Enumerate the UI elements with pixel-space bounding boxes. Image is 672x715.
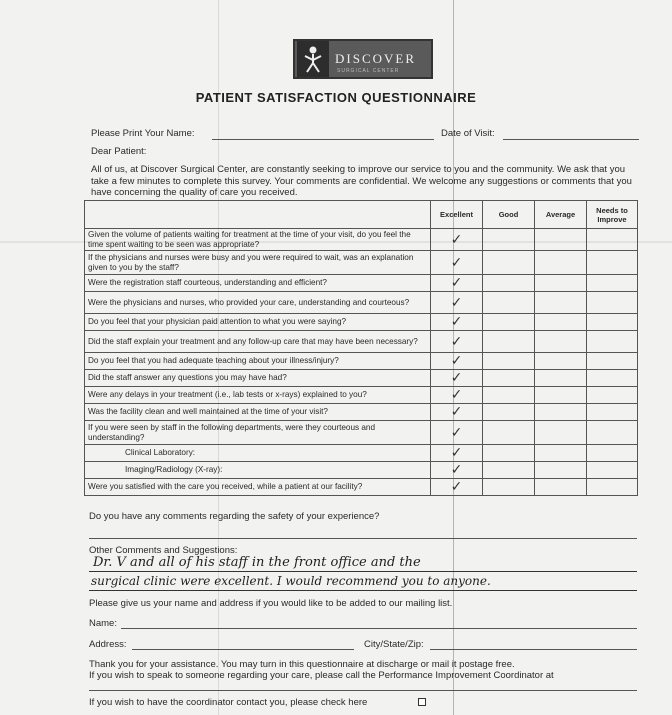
rating-cell[interactable] (431, 229, 483, 251)
rating-cell[interactable] (587, 462, 638, 479)
thanks-line1: Thank you for your assistance. You may turn in this questionnaire at discharge or mail it postage free. (89, 659, 515, 670)
safety-answer-line[interactable] (89, 538, 637, 539)
comments-line (89, 571, 637, 572)
column-header: Needs to Improve (587, 201, 638, 229)
logo-name: DISCOVER (335, 51, 417, 66)
rating-cell[interactable] (587, 479, 638, 496)
rating-cell[interactable] (535, 387, 587, 404)
comments-line (89, 590, 637, 591)
handwritten-comment-line1[interactable]: Dr. V and all of his staff in the front office and the (93, 555, 421, 570)
rating-cell[interactable] (483, 229, 535, 251)
table-row (85, 331, 638, 353)
rating-cell[interactable] (431, 479, 483, 496)
rating-cell[interactable] (587, 331, 638, 353)
logo-tagline: SURGICAL CENTER (337, 68, 400, 74)
coordinator-phone-line (89, 690, 637, 691)
table-row (85, 445, 638, 462)
survey-table (84, 200, 638, 496)
check-mark-icon: ✓ (450, 404, 463, 420)
rating-cell[interactable] (483, 462, 535, 479)
rating-cell[interactable] (431, 387, 483, 404)
question-text: Were the registration staff courteous, understanding and efficient? (85, 275, 431, 292)
check-mark-icon: ✓ (450, 314, 463, 330)
coordinator-prompt: If you wish to have the coordinator contact you, please check here (89, 697, 368, 708)
question-text: Did the staff answer any questions you may have had? (85, 370, 431, 387)
rating-cell[interactable] (535, 275, 587, 292)
coordinator-contact-checkbox[interactable] (418, 698, 426, 706)
check-mark-icon: ✓ (450, 424, 463, 441)
name-label: Name: (89, 618, 117, 629)
safety-question: Do you have any comments regarding the safety of your experience? (89, 511, 380, 522)
mailing-prompt: Please give us your name and address if you would like to be added to our mailing list. (89, 598, 453, 609)
table-row (85, 462, 638, 479)
date-label: Date of Visit: (441, 128, 495, 139)
check-mark-icon: ✓ (450, 275, 463, 291)
column-header: Average (535, 201, 587, 229)
table-header-row (85, 201, 638, 229)
check-mark-icon: ✓ (450, 231, 463, 248)
rating-cell[interactable] (535, 292, 587, 314)
question-text: Did the staff explain your treatment and any follow-up care that may have been necessary? (85, 331, 431, 353)
rating-cell[interactable] (587, 314, 638, 331)
rating-cell[interactable] (587, 387, 638, 404)
rating-cell[interactable] (483, 251, 535, 275)
rating-cell[interactable] (483, 404, 535, 421)
rating-cell[interactable] (587, 445, 638, 462)
rating-cell[interactable] (483, 275, 535, 292)
city-field[interactable] (430, 649, 637, 650)
print-name-label: Please Print Your Name: (91, 128, 195, 139)
question-text: Was the facility clean and well maintained at the time of your visit? (85, 404, 431, 421)
rating-cell[interactable] (587, 251, 638, 275)
intro-paragraph: All of us, at Discover Surgical Center, are constantly seeking to improve our service to you and the community. We ask that you take a few minutes to complete this survey. Your comments are confidential. We welcome any suggestions or comments that you have concerning the quality of care you received. (91, 164, 632, 198)
rating-cell[interactable] (587, 404, 638, 421)
rating-cell[interactable] (535, 229, 587, 251)
table-row (85, 292, 638, 314)
question-text: Do you feel that your physician paid attention to what you were saying? (85, 314, 431, 331)
rating-cell[interactable] (431, 462, 483, 479)
rating-cell[interactable] (483, 292, 535, 314)
table-row (85, 421, 638, 445)
rating-cell[interactable] (483, 421, 535, 445)
check-mark-icon: ✓ (450, 479, 463, 495)
address-label: Address: (89, 639, 127, 650)
table-row (85, 229, 638, 251)
table-row (85, 251, 638, 275)
table-row (85, 479, 638, 496)
handwritten-comment-line2[interactable]: surgical clinic were excellent. I would recommend you to anyone. (91, 574, 491, 588)
discover-logo (293, 39, 433, 79)
question-text: If the physicians and nurses were busy and you were required to wait, was an explanation given to you by the staff? (85, 251, 431, 275)
question-text: Imaging/Radiology (X-ray): (85, 462, 431, 479)
rating-cell[interactable] (535, 251, 587, 275)
rating-cell[interactable] (535, 462, 587, 479)
rating-cell[interactable] (431, 421, 483, 445)
page-title: PATIENT SATISFACTION QUESTIONNAIRE (195, 90, 477, 105)
city-label: City/State/Zip: (364, 639, 424, 650)
mailing-name-field[interactable] (121, 628, 637, 629)
question-header (85, 201, 431, 229)
column-header: Excellent (431, 201, 483, 229)
column-header: Good (483, 201, 535, 229)
rating-cell[interactable] (587, 275, 638, 292)
rating-cell[interactable] (535, 445, 587, 462)
rating-cell[interactable] (483, 445, 535, 462)
rating-cell[interactable] (431, 292, 483, 314)
thanks-line2: If you wish to speak to someone regarding your care, please call the Performance Improvement Coordinator at (89, 670, 554, 681)
rating-cell[interactable] (431, 353, 483, 370)
table-row (85, 314, 638, 331)
question-text: Were any delays in your treatment (i.e., lab tests or x-rays) explained to you? (85, 387, 431, 404)
question-text: Do you feel that you had adequate teaching about your illness/injury? (85, 353, 431, 370)
check-mark-icon: ✓ (450, 254, 463, 271)
question-text: Clinical Laboratory: (85, 445, 431, 462)
name-field[interactable] (212, 139, 434, 140)
table-row (85, 370, 638, 387)
rating-cell[interactable] (483, 387, 535, 404)
rating-cell[interactable] (587, 353, 638, 370)
rating-cell[interactable] (431, 445, 483, 462)
check-mark-icon: ✓ (450, 333, 463, 350)
question-text: Were you satisfied with the care you received, while a patient at our facility? (85, 479, 431, 496)
rating-cell[interactable] (483, 314, 535, 331)
question-text: Given the volume of patients waiting for treatment at the time of your visit, do you feel the time spent waiting to be seen was appropriate? (85, 229, 431, 251)
address-field[interactable] (132, 649, 354, 650)
rating-cell[interactable] (535, 331, 587, 353)
rating-cell[interactable] (483, 331, 535, 353)
rating-cell[interactable] (483, 370, 535, 387)
rating-cell[interactable] (587, 229, 638, 251)
table-row (85, 404, 638, 421)
check-mark-icon: ✓ (450, 445, 463, 461)
rating-cell[interactable] (535, 421, 587, 445)
question-text: Were the physicians and nurses, who provided your care, understanding and courteous? (85, 292, 431, 314)
figure-icon (297, 41, 329, 77)
rating-cell[interactable] (535, 370, 587, 387)
rating-cell[interactable] (431, 275, 483, 292)
rating-cell[interactable] (587, 370, 638, 387)
check-mark-icon: ✓ (450, 353, 463, 369)
check-mark-icon: ✓ (450, 462, 463, 478)
comments-label: Other Comments and Suggestions: (89, 545, 238, 556)
check-mark-icon: ✓ (450, 387, 463, 403)
check-mark-icon: ✓ (450, 294, 463, 311)
rating-cell[interactable] (431, 331, 483, 353)
table-row (85, 387, 638, 404)
rating-cell[interactable] (587, 292, 638, 314)
rating-cell[interactable] (535, 353, 587, 370)
date-field[interactable] (503, 139, 639, 140)
table-row (85, 353, 638, 370)
rating-cell[interactable] (431, 314, 483, 331)
rating-cell[interactable] (431, 370, 483, 387)
rating-cell[interactable] (535, 479, 587, 496)
question-text: If you were seen by staff in the following departments, were they courteous and understanding? (85, 421, 431, 445)
rating-cell[interactable] (535, 314, 587, 331)
rating-cell[interactable] (483, 479, 535, 496)
table-row (85, 275, 638, 292)
rating-cell[interactable] (483, 353, 535, 370)
rating-cell[interactable] (535, 404, 587, 421)
check-mark-icon: ✓ (450, 370, 463, 386)
rating-cell[interactable] (431, 404, 483, 421)
rating-cell[interactable] (431, 251, 483, 275)
rating-cell[interactable] (587, 421, 638, 445)
greeting: Dear Patient: (91, 146, 147, 157)
